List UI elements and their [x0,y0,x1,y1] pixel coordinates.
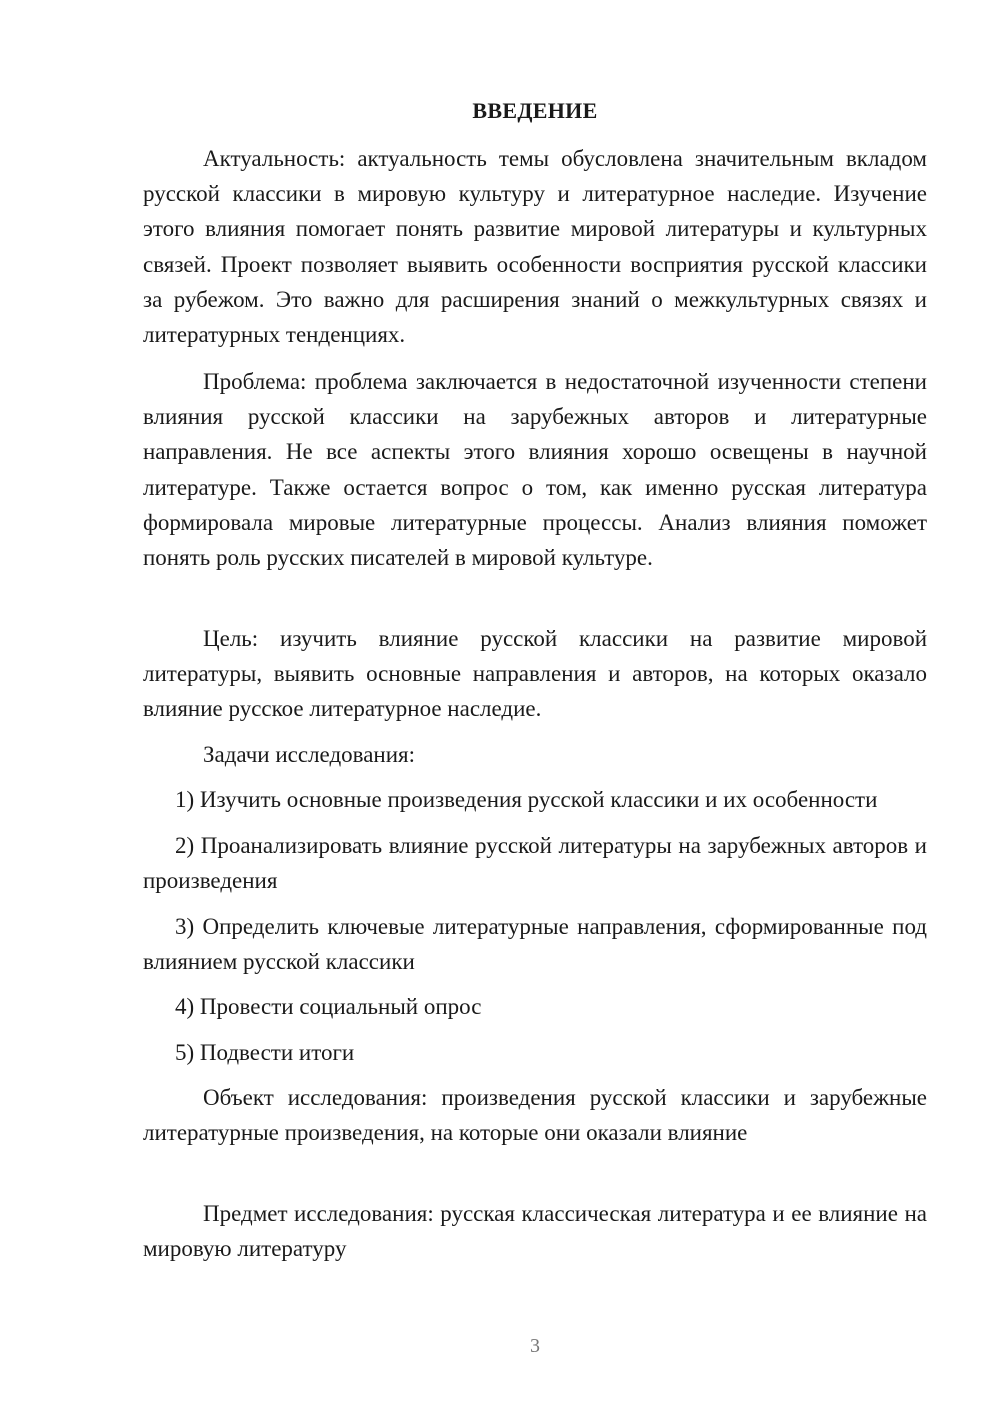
page-number: 3 [530,1335,540,1357]
goal-paragraph: Цель: изучить влияние русской классики на развитие мировой литературы, выявить основные направления и авторов, на которых оказало влияние русское литературное наследие. [143,626,927,722]
object-paragraph: Объект исследования: произведения русской классики и зарубежные литературные произведения, на которые они оказали влияние [143,1085,927,1146]
relevance-paragraph: Актуальность: актуальность темы обусловлена значительным вкладом русской классики в мировую культуру и литературное наследие. Изучение этого влияния помогает понять развитие мировой литературы и культурных связей. Проект позволяет выявить особенности восприятия русской классики за рубежом. Это важно для расширения знаний о межкультурных связях и литературных тенденциях. [143,146,927,348]
task-item-5: 5) Подвести итоги [175,1040,355,1065]
task-item-2: 2) Проанализировать влияние русской литературы на зарубежных авторов и произведения [143,833,927,894]
task-item-4: 4) Провести социальный опрос [175,994,482,1019]
task-item-1: 1) Изучить основные произведения русской классики и их особенности [175,787,878,812]
subject-paragraph: Предмет исследования: русская классическая литература и ее влияние на мировую литературу [143,1201,927,1262]
problem-paragraph: Проблема: проблема заключается в недостаточной изученности степени влияния русской классики на зарубежных авторов и литературные направления. Не все аспекты этого влияния хорошо освещены в научной литературе. Также остается вопрос о том, как именно русская литература формировала мировые литературные процессы. Анализ влияния поможет понять роль русских писателей в мировой культуре. [143,369,927,571]
tasks-heading: Задачи исследования: [203,742,416,767]
task-item-3: 3) Определить ключевые литературные направления, сформированные под влиянием русской классики [143,914,927,975]
page-title: ВВЕДЕНИЕ [472,98,598,123]
